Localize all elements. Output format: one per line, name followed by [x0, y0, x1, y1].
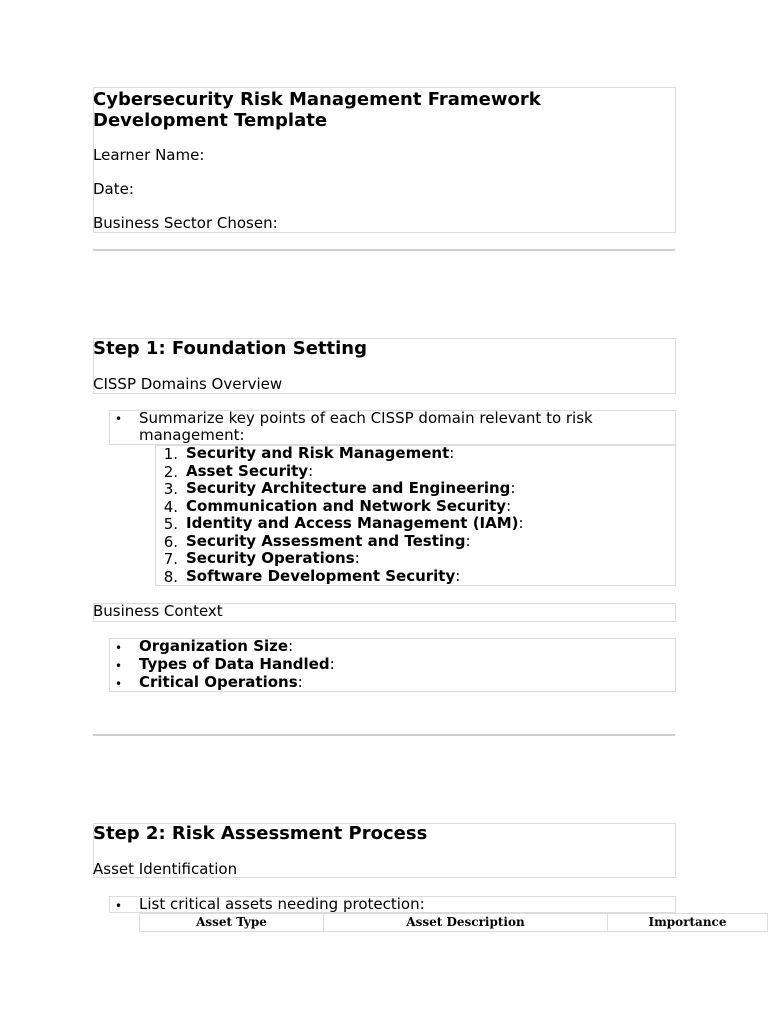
- domain-label: Security Operations: [186, 549, 355, 567]
- business-context-subheading: Business Context: [93, 602, 223, 620]
- domain-number: 3.: [163, 480, 178, 498]
- title-line-2: Development Template: [93, 110, 328, 131]
- context-suffix: :: [297, 673, 303, 691]
- domain-suffix: :: [465, 532, 471, 550]
- table-header-importance: Importance: [648, 915, 727, 929]
- domain-number: 1.: [163, 445, 178, 463]
- context-label: Critical Operations: [139, 673, 298, 691]
- step2-heading: Step 2: Risk Assessment Process: [93, 823, 428, 844]
- context-suffix: :: [288, 637, 294, 655]
- domain-number: 5.: [163, 515, 178, 533]
- context-suffix: :: [329, 655, 335, 673]
- domain-suffix: :: [510, 479, 516, 497]
- bullet-icon: •: [115, 641, 123, 655]
- summary-line-1: Summarize key points of each CISSP domain relevant to risk: [139, 409, 593, 427]
- domain-label: Software Development Security: [186, 567, 456, 585]
- bullet-icon: •: [115, 677, 123, 691]
- date-label: Date:: [93, 180, 134, 198]
- bullet-icon: •: [115, 659, 123, 673]
- asset-list-prompt: List critical assets needing protection:: [139, 895, 425, 913]
- context-label: Types of Data Handled: [139, 655, 330, 673]
- table-header-asset-description: Asset Description: [324, 914, 608, 931]
- summary-instruction: [139, 410, 593, 444]
- learner-name-label: Learner Name:: [93, 146, 205, 164]
- document-title: [93, 89, 541, 131]
- domain-number: 2.: [163, 463, 178, 481]
- domain-suffix: :: [455, 567, 461, 585]
- bullet-icon: •: [115, 412, 123, 426]
- divider-1: [93, 249, 675, 251]
- domain-label: Communication and Network Security: [186, 497, 507, 515]
- context-label: Organization Size: [139, 637, 289, 655]
- asset-identification-subheading: Asset Identification: [93, 860, 238, 878]
- domain-label: Security Assessment and Testing: [186, 532, 466, 550]
- asset-table: [139, 913, 768, 932]
- divider-2: [93, 734, 675, 736]
- domain-number: 8.: [163, 568, 178, 586]
- domain-label: Security and Risk Management: [186, 444, 450, 462]
- domain-label: Asset Security: [186, 462, 309, 480]
- domain-suffix: :: [449, 444, 455, 462]
- domain-suffix: :: [308, 462, 314, 480]
- step1-heading: Step 1: Foundation Setting: [93, 338, 367, 359]
- domain-suffix: :: [518, 514, 524, 532]
- business-sector-label: Business Sector Chosen:: [93, 214, 278, 232]
- domain-number: 6.: [163, 533, 178, 551]
- title-line-1: Cybersecurity Risk Management Framework: [93, 89, 541, 110]
- summary-line-2: management:: [139, 426, 245, 444]
- domain-number: 4.: [163, 498, 178, 516]
- domain-suffix: :: [354, 549, 360, 567]
- domain-label: Security Architecture and Engineering: [186, 479, 511, 497]
- domain-suffix: :: [506, 497, 512, 515]
- cissp-domains-subheading: CISSP Domains Overview: [93, 375, 283, 393]
- domain-number: 7.: [163, 550, 178, 568]
- table-header-asset-type: Asset Type: [140, 914, 324, 931]
- domain-label: Identity and Access Management (IAM): [186, 514, 519, 532]
- bullet-icon: •: [115, 899, 123, 913]
